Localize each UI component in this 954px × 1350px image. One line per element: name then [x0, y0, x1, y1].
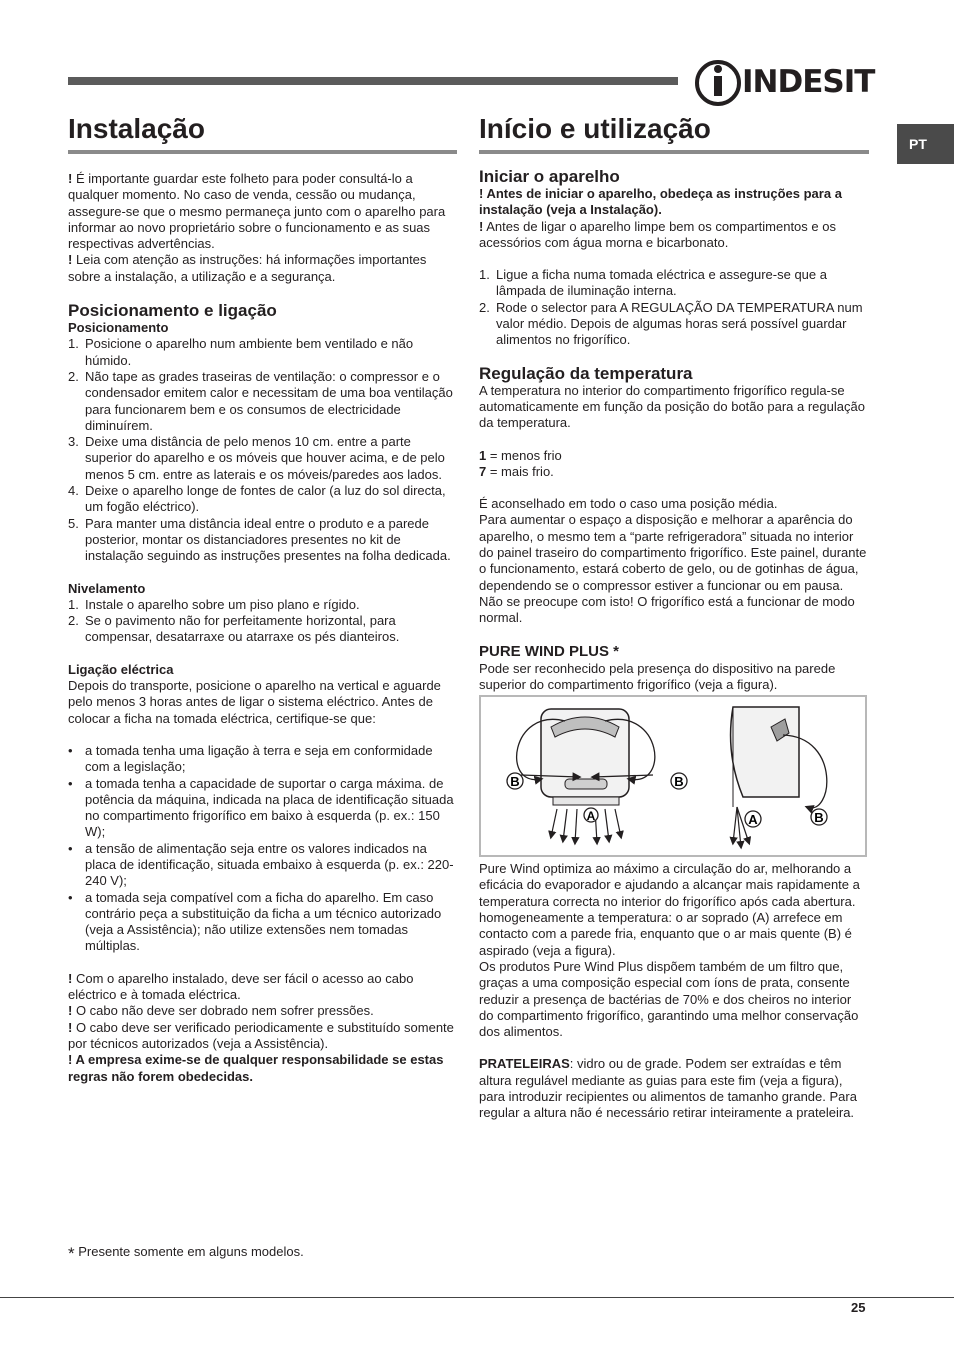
label-b: B [814, 810, 824, 826]
intro-paragraph: ! É importante guardar este folheto para poder consultá-lo a qualquer momento. No caso de venda, cessão ou mudança, assegure-se que o mesmo permaneça junto com o aparelho para informar ao novo proprietário sobre o funcionamento e as suas respectivas advertências. [68, 171, 446, 252]
subheading-positioning: Posicionamento [68, 320, 169, 336]
language-badge: PT [897, 124, 954, 164]
section-title-positioning: Posicionamento e ligação [68, 301, 277, 321]
warning-paragraph: ! O cabo deve ser verificado periodicamente e substituído somente por técnicos autorizados (veja a Assistência). [68, 1019, 454, 1051]
section-title-temperature: Regulação da temperatura [479, 363, 693, 383]
header-rule [68, 77, 678, 85]
liability-warning: ! A empresa exime-se de qualquer responsabilidade se estas regras não forem obedecidas. [68, 1052, 444, 1084]
electrical-paragraph: Depois do transporte, posicione o aparelho na vertical e aguarde pelo menos 3 horas antes de ligar o sistema eléctrico. Antes de colocar a ficha na tomada eléctrica, certifique-se que: [68, 678, 441, 726]
label-a: A [748, 812, 758, 828]
pure-wind-paragraph: Pure Wind optimiza ao máximo a circulação do ar, melhorando a eficácia do evaporador e ajudando a alcançar mais rapidamente a temperatura correcta no interior do frigorífico após cada abertura. homogeneamente a temperatura: o ar soprado (A) arrefece em contacto com a parede fria, enquanto que o ar mais quente (B) é aspirado (veja a figura). [479, 861, 860, 958]
list-item: • a tensão de alimentação seja entre os valores indicados na placa de identificação, situada embaixo à esquerda (p. ex.: 220-240 V); [68, 840, 454, 889]
list-item: • a tomada tenha a capacidade de suportar o carga máxima. de potência da máquina, indicada na placa de identificação situada no compartimento frigorífico em baixo à esquerda (p. ex.: 150 W); [68, 775, 454, 840]
page-number: 25 [851, 1300, 866, 1315]
temperature-level-min: 1 = menos frio [479, 447, 562, 463]
list-item: 2. Não tape as grades traseiras de ventilação: o compressor e o condensador emitem calor e necessitam de uma boa ventilação para funcionarem bem e os consumos de electricidade diminuírem. [68, 368, 453, 433]
subheading-leveling: Nivelamento [68, 580, 146, 596]
start-steps-list [479, 267, 869, 348]
installation-title: Instalação [68, 112, 457, 154]
shelves-paragraph: PRATELEIRAS: vidro ou de grade. Podem ser extraídas e têm altura regulável mediante as guias para este fim (veja a figura), para introduzir recipientes ou alimentos de tamanho grande. Para regular a altura não é necessário retirar inteiramente a prateleira. [479, 1056, 857, 1121]
positioning-list [68, 336, 457, 564]
list-item: 1. Posicione o aparelho num ambiente bem ventilado e não húmido. [68, 336, 414, 368]
list-item: 2. Se o pavimento não for perfeitamente horizontal, para compensar, desatarraxe ou atarraxe os pés dianteiros. [68, 613, 400, 645]
list-item: 2. Rode o selector para A REGULAÇÃO DA TEMPERATURA num valor médio. Depois de algumas horas será possível guardar alimentos no frigorífico. [479, 299, 863, 348]
logo-i-icon [694, 58, 742, 108]
logo-wordmark: INDESIT [742, 64, 875, 100]
list-item: 1. Instale o aparelho sobre um piso plano e rígido. [68, 596, 360, 612]
temperature-advice: É aconselhado em todo o caso uma posição média. [479, 496, 778, 512]
list-item: 3. Deixe uma distância de pelo menos 10 cm. entre a parte superior do aparelho e os móveis que houver acima, e de pelo menos 5 cm. entre as laterais e os móveis/paredes aos lados. [68, 434, 445, 482]
section-title-pure-wind: PURE WIND PLUS * [479, 642, 620, 660]
indesit-logo [694, 58, 875, 108]
temperature-paragraph: Para aumentar o espaço a disposição e melhorar a aparência do aparelho, o mesmo tem a “parte refrigeradora” situada no interior do painel traseiro do compartimento frigorífico. Este painel, durante o funcionamento, estará coberto de gelo, ou de gotinhas de água, dependendo se o compressor estiver a funcionar ou em pausa. Não se preocupe com isto! O frigorífico está a funcionar de modo normal. [479, 512, 867, 626]
footnote: * Presente somente em alguns modelos. [68, 1244, 304, 1263]
list-item: 1. Ligue a ficha numa tomada eléctrica e assegure-se que a lâmpada de iluminação interna. [479, 267, 827, 299]
list-item: 4. Deixe o aparelho longe de fontes de calor (a luz do sol directa, um fogão eléctrico). [68, 483, 446, 515]
warning-paragraph: ! Com o aparelho instalado, deve ser fácil o acesso ao cabo eléctrico e à tomada eléctrica. [68, 970, 414, 1003]
start-warning: ! Antes de iniciar o aparelho, obedeça as instruções para a instalação (veja a Instalação). [479, 186, 842, 218]
pure-wind-figure [479, 695, 867, 857]
subheading-electrical: Ligação eléctrica [68, 661, 174, 677]
section-title-start: Iniciar o aparelho [479, 167, 620, 186]
label-a: A [586, 809, 596, 824]
start-use-title: Início e utilização [479, 112, 869, 154]
list-item: 5. Para manter uma distância ideal entre o produto e a parede posterior, montar os distanciadores presentes no kit de instalação seguindo as instruções presentes na folha dedicada. [68, 515, 451, 564]
airflow-diagram [481, 697, 865, 855]
electrical-checklist [68, 743, 457, 955]
pure-wind-paragraph: Pode ser reconhecido pela presença do dispositivo na parede superior do compartimento frigorífico (veja a figura). [479, 660, 836, 692]
intro-paragraph: ! Leia com atenção as instruções: há informações importantes sobre a instalação, a utilização e a segurança. [68, 252, 427, 284]
pure-wind-paragraph: Os produtos Pure Wind Plus dispõem também de um filtro que, graças a uma composição especial com íons de prata, consente reduzir a presença de bactérias de 70% e dos cheiros no interior do compartimento frigorífico, garantindo uma melhor conservação dos alimentos. [479, 958, 859, 1040]
list-item: • a tomada tenha uma ligação à terra e seja em conformidade com a legislação; [68, 742, 433, 775]
start-paragraph: ! Antes de ligar o aparelho limpe bem os compartimentos e os acessórios com água morna e bicarbonato. [479, 218, 836, 250]
cold-air-arrows [733, 807, 749, 847]
leveling-list [68, 597, 457, 646]
fan-unit-side [731, 707, 799, 797]
temperature-paragraph: A temperatura no interior do compartimento frigorífico regula-se automaticamente em função da posição do botão para a regulação da temperatura. [479, 382, 865, 431]
label-b: B [674, 774, 684, 790]
footer-rule [0, 1297, 954, 1298]
start-use-column [479, 112, 869, 1122]
warning-paragraph: ! O cabo não deve ser dobrado nem sofrer pressões. [68, 1003, 374, 1019]
temperature-level-max: 7 = mais frio. [479, 463, 554, 479]
label-b: B [510, 774, 520, 790]
list-item: • a tomada seja compatível com a ficha do aparelho. Em caso contrário peça a substituição da ficha a um técnico autorizado (veja a Assistência); não utilize extensões nem tomadas múltiplas. [68, 889, 442, 954]
installation-column [68, 112, 457, 1085]
